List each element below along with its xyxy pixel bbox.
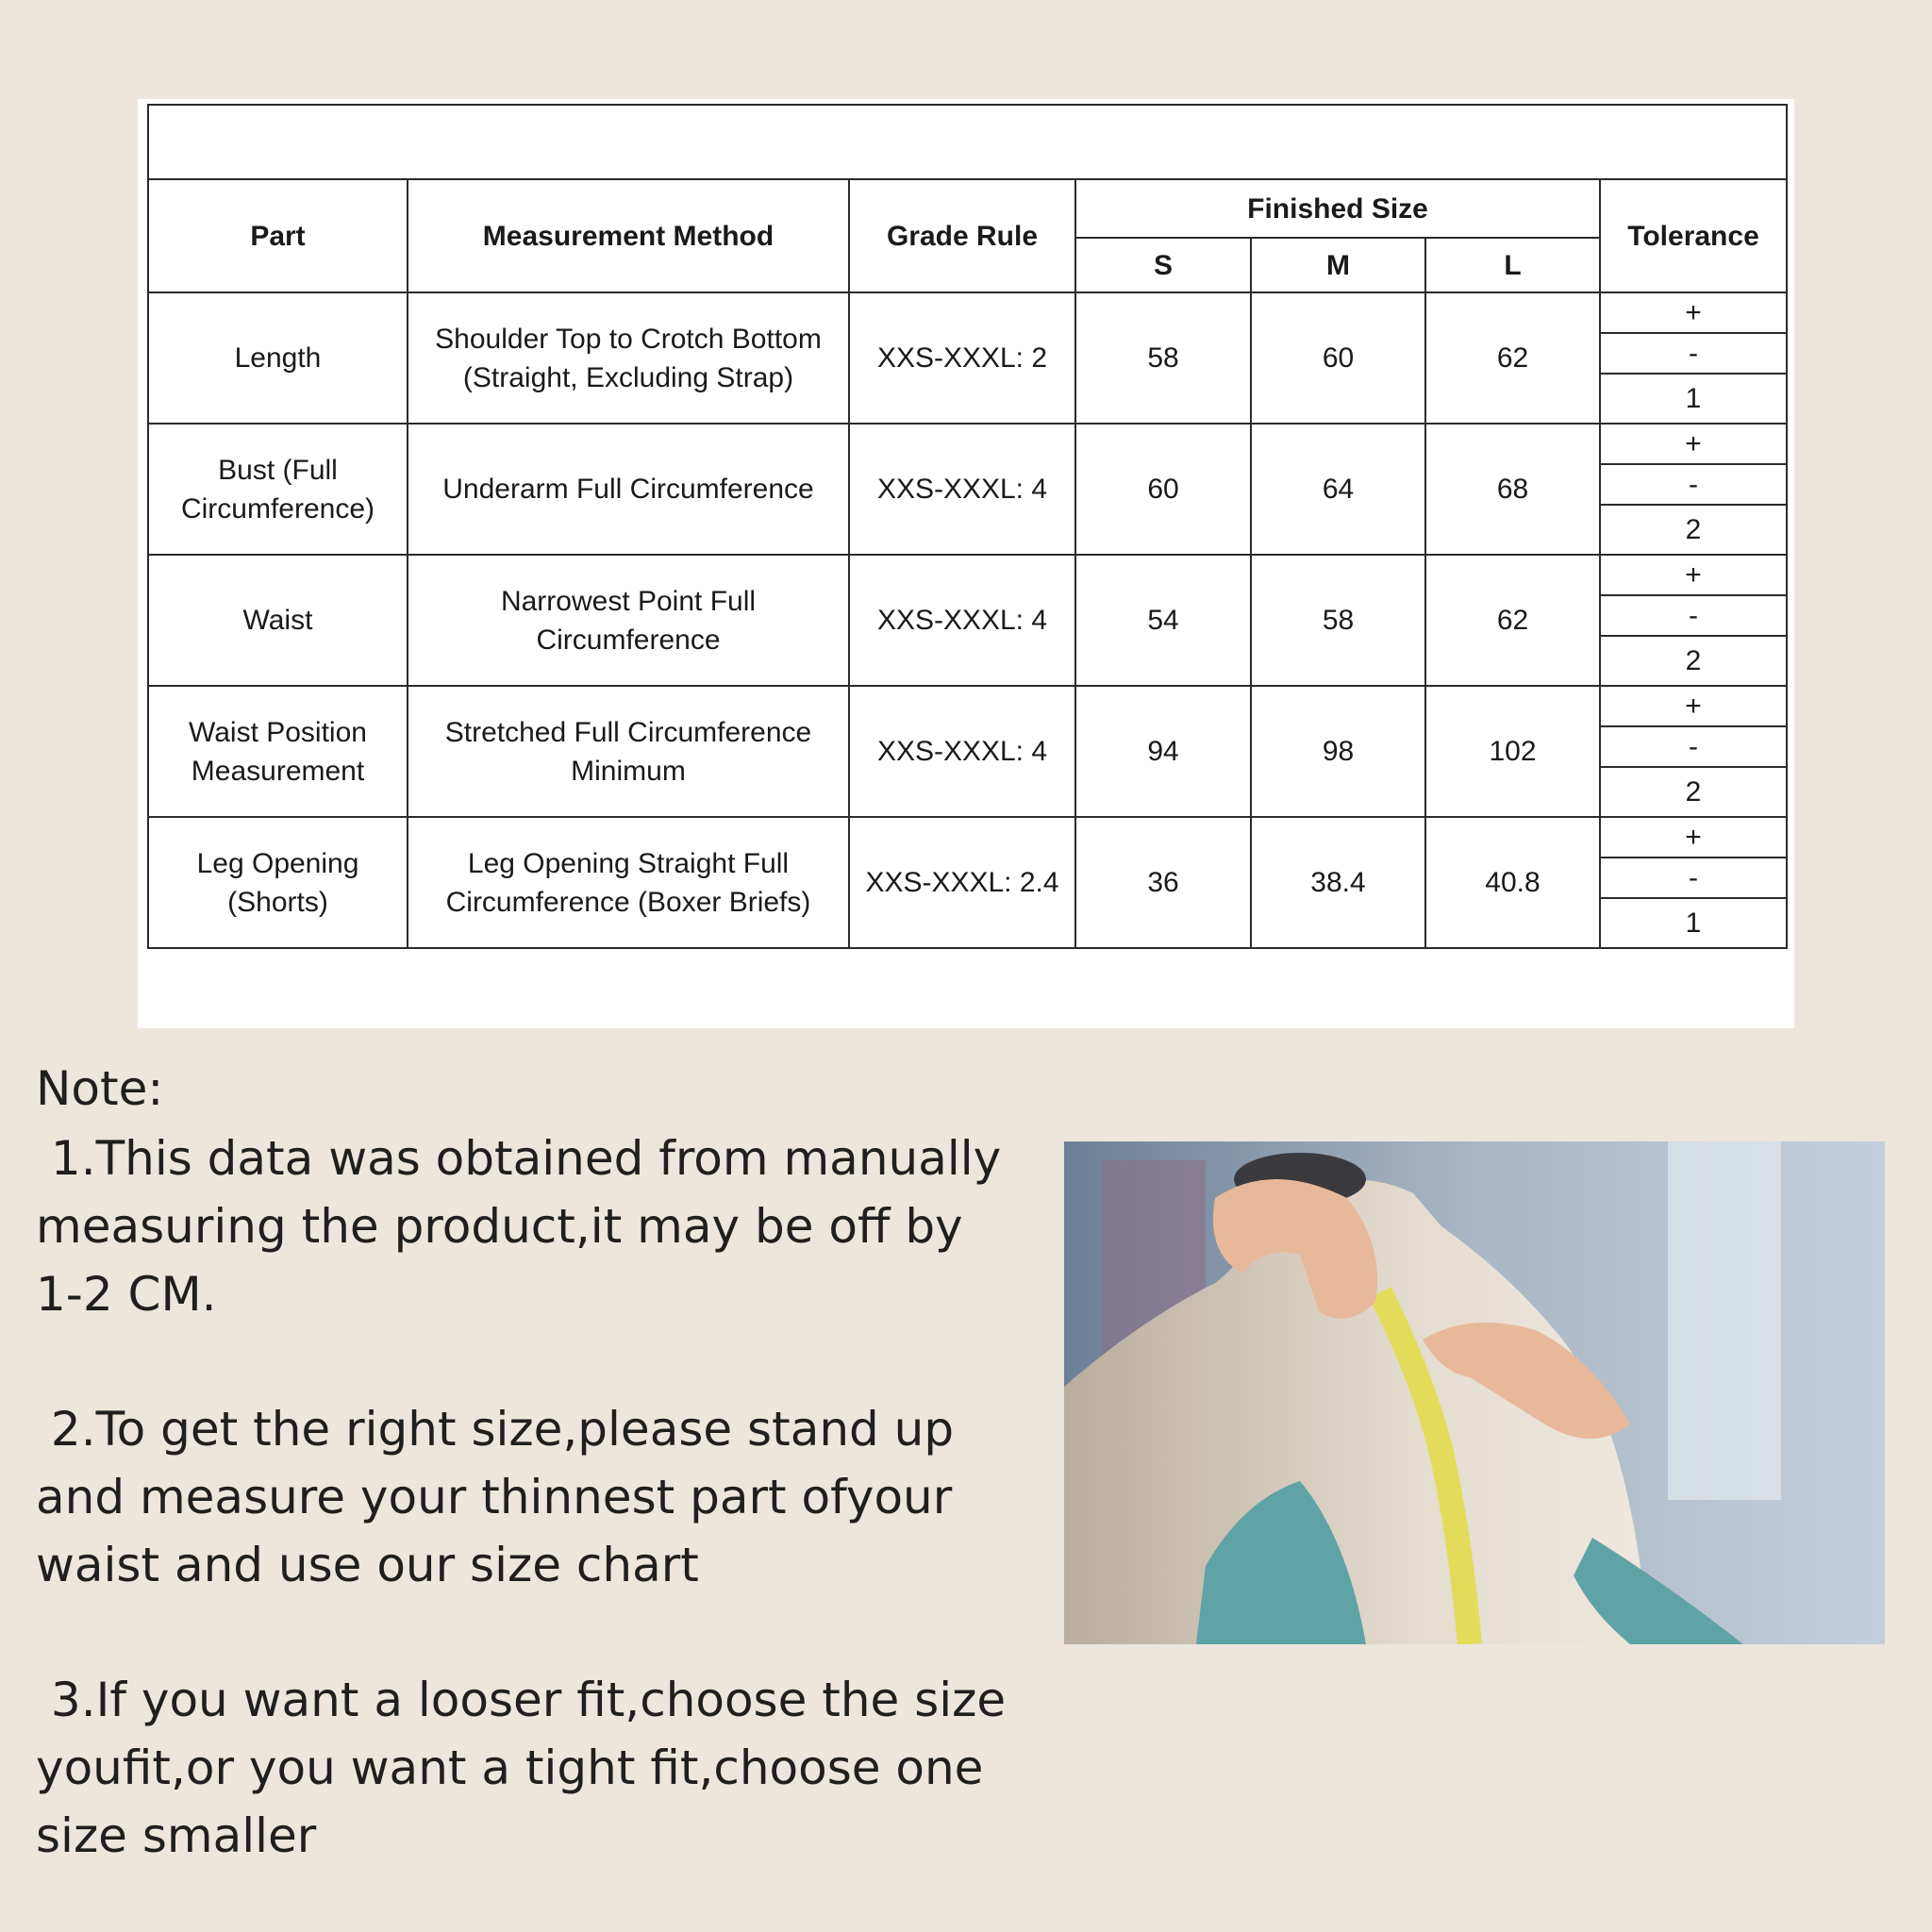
cell-tolerance-minus: - (1600, 333, 1787, 374)
header-size-s: S (1075, 238, 1251, 292)
cell-size-s: 94 (1075, 686, 1251, 817)
header-size-l: L (1425, 238, 1600, 292)
note-item-1: 1.This data was obtained from manually measuring the product,it may be off by 1-2 CM. (36, 1131, 1017, 1322)
header-row (148, 179, 1787, 238)
header-size-m: M (1251, 238, 1425, 292)
cell-size-m: 60 (1251, 292, 1425, 424)
cell-part: Bust (Full Circumference) (148, 424, 408, 555)
header-part: Part (148, 179, 408, 292)
cell-tolerance-value: 1 (1600, 374, 1787, 424)
cell-size-s: 36 (1075, 817, 1251, 948)
cell-method: Shoulder Top to Crotch Bottom (Straight, Excluding Strap) (408, 292, 849, 424)
cell-grade: XXS-XXXL: 4 (849, 686, 1075, 817)
cell-tolerance-plus: + (1600, 555, 1787, 595)
cell-tolerance-plus: + (1600, 292, 1787, 333)
measuring-illustration (1064, 1141, 1885, 1644)
header-measurement-method: Measurement Method (408, 179, 849, 292)
header-finished-size: Finished Size (1075, 179, 1600, 238)
measuring-photo (1064, 1141, 1885, 1644)
cell-grade: XXS-XXXL: 4 (849, 555, 1075, 686)
cell-tolerance-plus: + (1600, 686, 1787, 726)
cell-size-m: 58 (1251, 555, 1425, 686)
cell-size-m: 64 (1251, 424, 1425, 555)
table-title (148, 105, 1787, 179)
size-chart-table (147, 104, 1788, 949)
cell-method: Stretched Full Circumference Minimum (408, 686, 849, 817)
header-grade-rule: Grade Rule (849, 179, 1075, 292)
table-row (148, 292, 1787, 333)
table-row (148, 555, 1787, 595)
cell-size-l: 62 (1425, 292, 1600, 424)
cell-size-l: 68 (1425, 424, 1600, 555)
table-row (148, 686, 1787, 726)
note-item-2: 2.To get the right size,please stand up and measure your thinnest part ofyour waist and use our size chart (36, 1402, 969, 1592)
cell-size-l: 102 (1425, 686, 1600, 817)
note-item-3: 3.If you want a looser fit,choose the size youfit,or you want a tight fit,choose one size smaller (36, 1673, 1022, 1863)
cell-part: Length (148, 292, 408, 424)
cell-tolerance-minus: - (1600, 464, 1787, 505)
table-row (148, 817, 1787, 858)
cell-grade: XXS-XXXL: 4 (849, 424, 1075, 555)
cell-size-s: 54 (1075, 555, 1251, 686)
cell-tolerance-minus: - (1600, 595, 1787, 636)
cell-size-m: 98 (1251, 686, 1425, 817)
cell-tolerance-plus: + (1600, 424, 1787, 464)
cell-size-s: 58 (1075, 292, 1251, 424)
notes-title: Note: (36, 1061, 164, 1116)
cell-tolerance-minus: - (1600, 858, 1787, 898)
cell-tolerance-value: 1 (1600, 898, 1787, 948)
cell-tolerance-value: 2 (1600, 767, 1787, 817)
clothes-rack-blur-2 (1668, 1141, 1781, 1500)
cell-method: Leg Opening Straight Full Circumference (Boxer Briefs) (408, 817, 849, 948)
cell-grade: XXS-XXXL: 2.4 (849, 817, 1075, 948)
cell-tolerance-minus: - (1600, 726, 1787, 767)
cell-size-s: 60 (1075, 424, 1251, 555)
table-title-row (148, 105, 1787, 179)
cell-tolerance-value: 2 (1600, 505, 1787, 555)
header-tolerance: Tolerance (1600, 179, 1787, 292)
cell-part: Waist (148, 555, 408, 686)
cell-size-l: 40.8 (1425, 817, 1600, 948)
cell-size-m: 38.4 (1251, 817, 1425, 948)
cell-part: Waist Position Measurement (148, 686, 408, 817)
cell-method: Underarm Full Circumference (408, 424, 849, 555)
cell-grade: XXS-XXXL: 2 (849, 292, 1075, 424)
cell-method: Narrowest Point Full Circumference (408, 555, 849, 686)
cell-part: Leg Opening (Shorts) (148, 817, 408, 948)
cell-tolerance-plus: + (1600, 817, 1787, 858)
size-chart-card (138, 99, 1794, 1028)
table-row (148, 424, 1787, 464)
notes-section (36, 1055, 1022, 1870)
cell-size-l: 62 (1425, 555, 1600, 686)
cell-tolerance-value: 2 (1600, 636, 1787, 686)
